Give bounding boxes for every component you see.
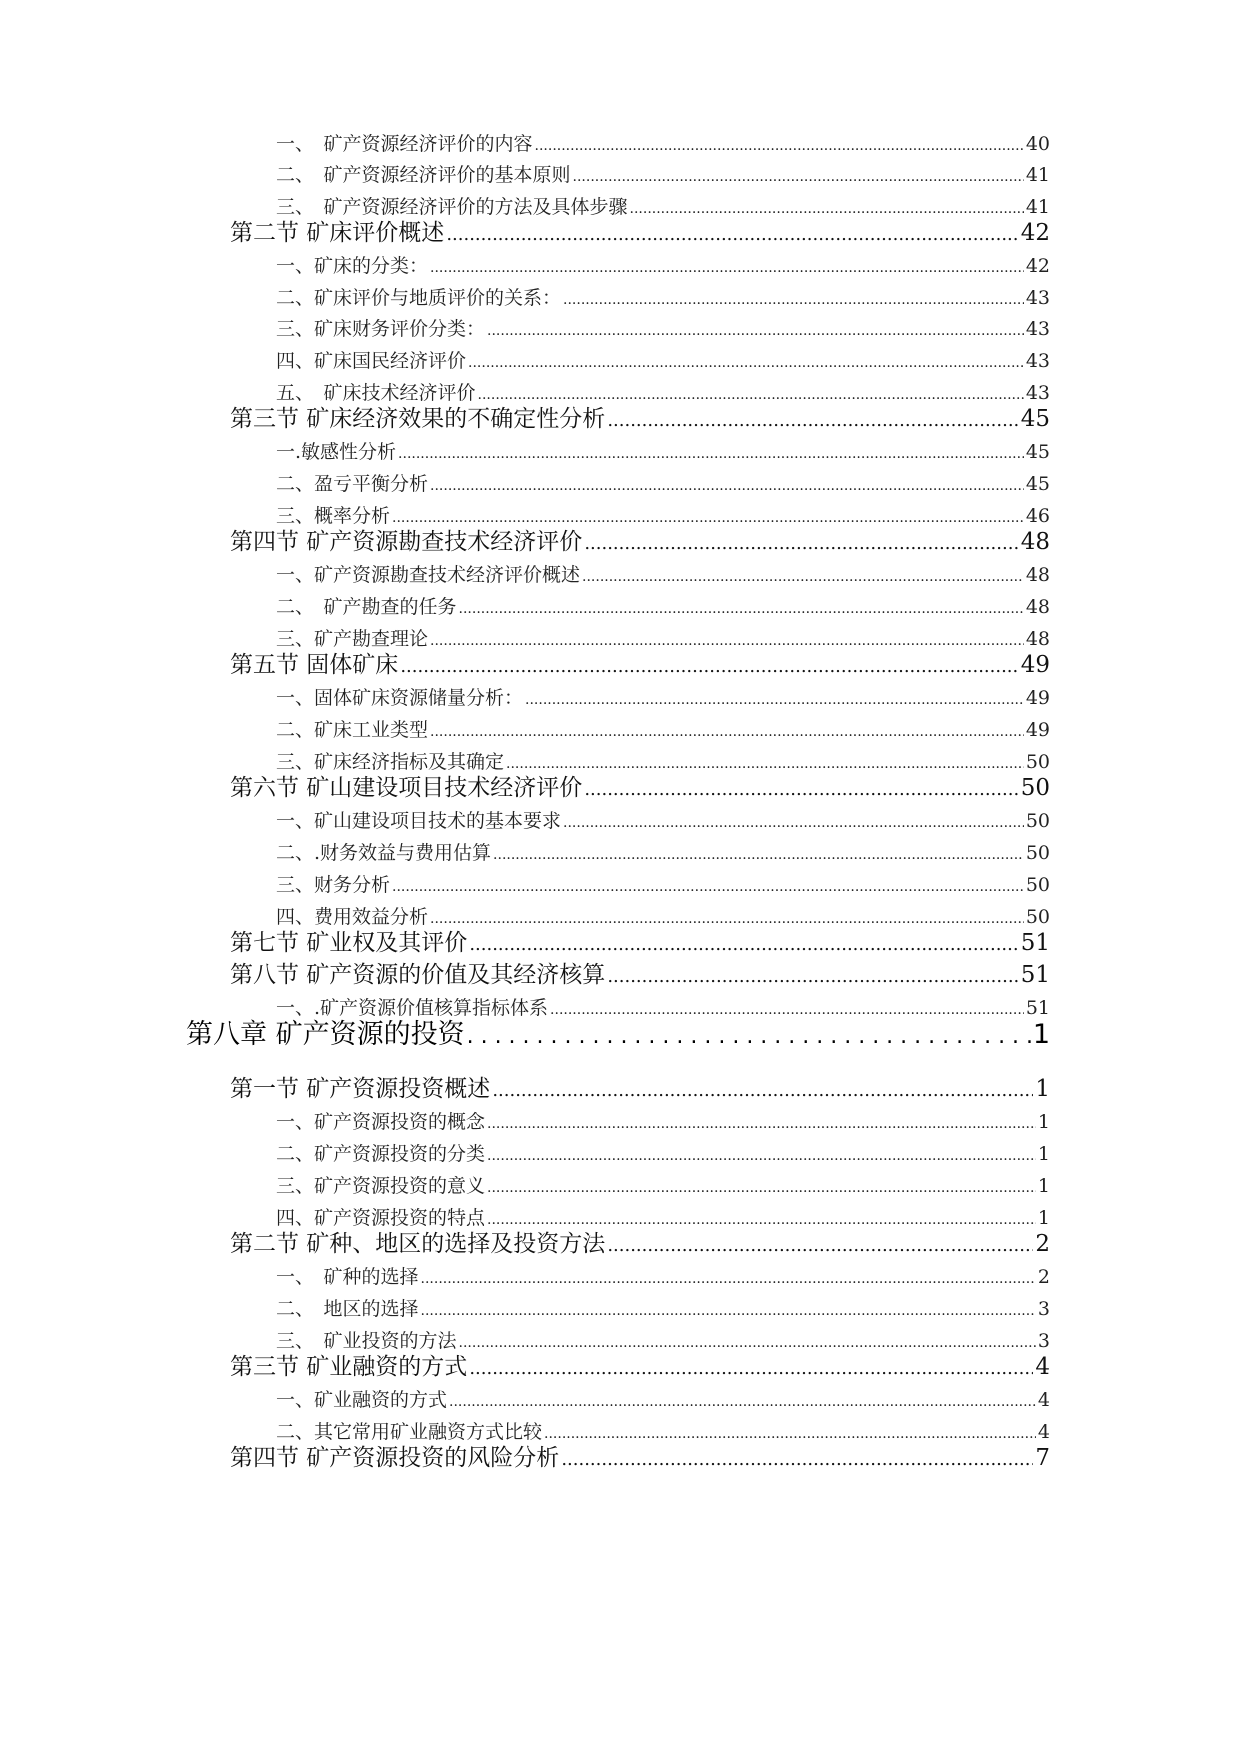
toc-entry-label: 三、概率分析 [276,505,391,527]
toc-dot-leader [607,960,1018,992]
toc-entry-item[interactable] [276,717,1050,743]
toc-page-number: 48 [1025,564,1050,586]
toc-dot-leader [607,1229,1033,1261]
toc-entry-label: 二、.财务效益与费用估算 [276,842,492,864]
toc-entry-item[interactable] [276,253,1050,279]
toc-dot-leader [468,348,1024,376]
toc-page-number: 1 [1037,1143,1050,1165]
toc-dot-leader [573,162,1024,190]
toc-page-number: 45 [1020,406,1050,432]
toc-page-number: 43 [1025,318,1050,340]
toc-entry-label: 一、.矿产资源价值核算指标体系 [276,997,549,1019]
toc-dot-leader [467,1018,1031,1054]
toc-entry-item[interactable] [276,1264,1050,1290]
toc-entry-section[interactable] [230,1352,1050,1382]
toc-dot-leader [563,808,1024,836]
toc-entry-label: 二、 矿产勘查的任务 [276,596,457,618]
toc-entry-label: 三、 矿产资源经济评价的方法及具体步骤 [276,196,628,218]
toc-entry-item[interactable] [276,872,1050,898]
toc-entry-section[interactable] [230,218,1050,248]
toc-page-number: 2 [1037,1266,1050,1288]
toc-entry-item[interactable] [276,1205,1050,1231]
toc-dot-leader [487,1141,1036,1169]
toc-dot-leader [430,471,1024,499]
toc-entry-item[interactable] [276,562,1050,588]
toc-page-number: 48 [1025,596,1050,618]
toc-page-number: 1 [1037,1111,1050,1133]
toc-page-number: 42 [1025,255,1050,277]
toc-entry-label: 二、其它常用矿业融资方式比较 [276,1421,543,1443]
toc-entry-label: 二、盈亏平衡分析 [276,473,429,495]
toc-entry-section[interactable] [230,928,1050,958]
toc-page-number: 7 [1035,1445,1050,1471]
toc-entry-label: 三、财务分析 [276,874,391,896]
toc-entry-item[interactable] [276,439,1050,465]
toc-entry-label: 第四节 矿产资源投资的风险分析 [230,1445,560,1471]
toc-entry-item[interactable] [276,749,1050,775]
toc-entry-item[interactable] [276,471,1050,497]
toc-entry-item[interactable] [276,904,1050,930]
toc-entry-item[interactable] [276,194,1050,220]
toc-entry-item[interactable] [276,348,1050,374]
toc-page-number: 4 [1037,1421,1050,1443]
toc-entry-label: 第三节 矿床经济效果的不确定性分析 [230,406,606,432]
toc-entry-label: 三、 矿业投资的方法 [276,1330,457,1352]
toc-dot-leader [584,773,1018,805]
toc-entry-item[interactable] [276,503,1050,529]
toc-entry-item[interactable] [276,131,1050,157]
toc-entry-label: 二、矿产资源投资的分类 [276,1143,486,1165]
toc-entry-label: 第五节 固体矿床 [230,652,399,678]
toc-page-number: 40 [1025,133,1050,155]
toc-page-number: 50 [1025,842,1050,864]
toc-page-number: 51 [1020,962,1050,988]
toc-page-number: 45 [1025,473,1050,495]
toc-entry-item[interactable] [276,1296,1050,1322]
toc-entry-label: 二、矿床工业类型 [276,719,429,741]
toc-entry-item[interactable] [276,1109,1050,1135]
toc-dot-leader [607,404,1018,436]
toc-entry-item[interactable] [276,1141,1050,1167]
toc-entry-section[interactable] [230,650,1050,680]
toc-page-number: 4 [1035,1354,1050,1380]
toc-entry-item[interactable] [276,685,1050,711]
toc-dot-leader [525,685,1024,713]
toc-page-number: 50 [1025,906,1050,928]
toc-dot-leader [493,840,1024,868]
toc-entry-label: 第八章 矿产资源的投资 [186,1019,465,1050]
toc-page-number: 41 [1025,196,1050,218]
toc-page-number: 43 [1025,382,1050,404]
toc-page-number: 49 [1025,719,1050,741]
toc-entry-chapter[interactable] [186,1018,1050,1052]
toc-dot-leader [392,872,1024,900]
toc-entry-item[interactable] [276,594,1050,620]
toc-page-number: 45 [1025,441,1050,463]
toc-dot-leader [459,594,1024,622]
toc-entry-label: 一、矿床的分类： [276,255,429,277]
toc-entry-label: 三、矿床经济指标及其确定 [276,751,505,773]
toc-entry-label: 第二节 矿床评价概述 [230,220,445,246]
toc-dot-leader [582,562,1024,590]
toc-page-number: 48 [1020,529,1050,555]
toc-dot-leader [487,1109,1036,1137]
toc-entry-label: 一、矿产资源投资的概念 [276,1111,486,1133]
toc-entry-label: 第七节 矿业权及其评价 [230,930,468,956]
toc-dot-leader [430,253,1024,281]
toc-page-number: 4 [1037,1389,1050,1411]
toc-entry-label: 三、矿床财务评价分类： [276,318,486,340]
toc-entry-label: 三、矿产勘查理论 [276,628,429,650]
toc-entry-item[interactable] [276,316,1050,342]
toc-entry-section[interactable] [230,1443,1050,1473]
toc-entry-label: 二、矿床评价与地质评价的关系： [276,287,562,309]
toc-entry-label: 一、 矿种的选择 [276,1266,419,1288]
toc-entry-section[interactable] [230,1229,1050,1259]
toc-entry-section[interactable] [230,404,1050,434]
toc-dot-leader [492,1074,1033,1106]
toc-dot-leader [398,439,1024,467]
toc-dot-leader [449,1387,1036,1415]
toc-dot-leader [400,650,1018,682]
toc-page-number: 1 [1035,1076,1050,1102]
toc-entry-item[interactable] [276,1387,1050,1413]
toc-entry-label: 一、矿产资源勘查技术经济评价概述 [276,564,581,586]
toc-entry-item[interactable] [276,285,1050,311]
toc-dot-leader [561,1443,1033,1475]
toc-page-number: 50 [1025,874,1050,896]
toc-entry-item[interactable] [276,162,1050,188]
toc-page-number: 48 [1025,628,1050,650]
toc-page-number: 41 [1025,164,1050,186]
toc-entry-label: 第八节 矿产资源的价值及其经济核算 [230,962,606,988]
toc-page-number: 3 [1037,1330,1050,1352]
toc-entry-section[interactable] [230,773,1050,803]
toc-entry-item[interactable] [276,808,1050,834]
toc-page-number: 50 [1020,775,1050,801]
toc-page-number: 1 [1037,1175,1050,1197]
toc-entry-label: 第三节 矿业融资的方式 [230,1354,468,1380]
toc-entry-label: 三、矿产资源投资的意义 [276,1175,486,1197]
toc-entry-item[interactable] [276,840,1050,866]
toc-entry-label: 四、费用效益分析 [276,906,429,928]
toc-entry-section[interactable] [230,1074,1050,1104]
toc-dot-leader [535,131,1024,159]
toc-page-number: 1 [1032,1019,1050,1050]
toc-page-number: 1 [1037,1207,1050,1229]
toc-entry-item[interactable] [276,1173,1050,1199]
toc-dot-leader [421,1296,1036,1324]
toc-page-number: 51 [1025,997,1050,1019]
toc-page-number: 50 [1025,751,1050,773]
toc-entry-section[interactable] [230,527,1050,557]
toc-dot-leader [469,928,1018,960]
toc-dot-leader [487,1173,1036,1201]
toc-entry-label: 二、 地区的选择 [276,1298,419,1320]
toc-page-number: 49 [1020,652,1050,678]
toc-entry-label: 一.敏感性分析 [276,441,397,463]
toc-dot-leader [563,285,1024,313]
toc-entry-label: 第一节 矿产资源投资概述 [230,1076,491,1102]
toc-entry-label: 一、矿业融资的方式 [276,1389,448,1411]
toc-entry-item[interactable] [276,380,1050,406]
toc-entry-item[interactable] [276,1419,1050,1445]
toc-dot-leader [584,527,1018,559]
toc-entry-label: 一、固体矿床资源储量分析： [276,687,524,709]
toc-entry-label: 四、矿产资源投资的特点 [276,1207,486,1229]
toc-entry-label: 第六节 矿山建设项目技术经济评价 [230,775,583,801]
toc-page-number: 2 [1035,1231,1050,1257]
toc-page-number: 43 [1025,350,1050,372]
toc-entry-label: 二、 矿产资源经济评价的基本原则 [276,164,571,186]
toc-entry-item[interactable] [276,626,1050,652]
toc-entry-item[interactable] [276,1328,1050,1354]
toc-page-number: 3 [1037,1298,1050,1320]
toc-page-number: 49 [1025,687,1050,709]
toc-dot-leader [421,1264,1036,1292]
toc-page-number: 42 [1020,220,1050,246]
toc-entry-label: 五、 矿床技术经济评价 [276,382,476,404]
toc-dot-leader [430,717,1024,745]
toc-entry-label: 第四节 矿产资源勘查技术经济评价 [230,529,583,555]
toc-page-number: 51 [1020,930,1050,956]
toc-entry-label: 四、矿床国民经济评价 [276,350,467,372]
toc-dot-leader [469,1352,1033,1384]
toc-page-number: 46 [1025,505,1050,527]
toc-page-number: 50 [1025,810,1050,832]
toc-dot-leader [446,218,1018,250]
toc-dot-leader [487,316,1024,344]
toc-page-number: 43 [1025,287,1050,309]
toc-entry-section[interactable] [230,960,1050,990]
toc-entry-label: 第二节 矿种、地区的选择及投资方法 [230,1231,606,1257]
toc-entry-label: 一、矿山建设项目技术的基本要求 [276,810,562,832]
toc-entry-label: 一、 矿产资源经济评价的内容 [276,133,533,155]
